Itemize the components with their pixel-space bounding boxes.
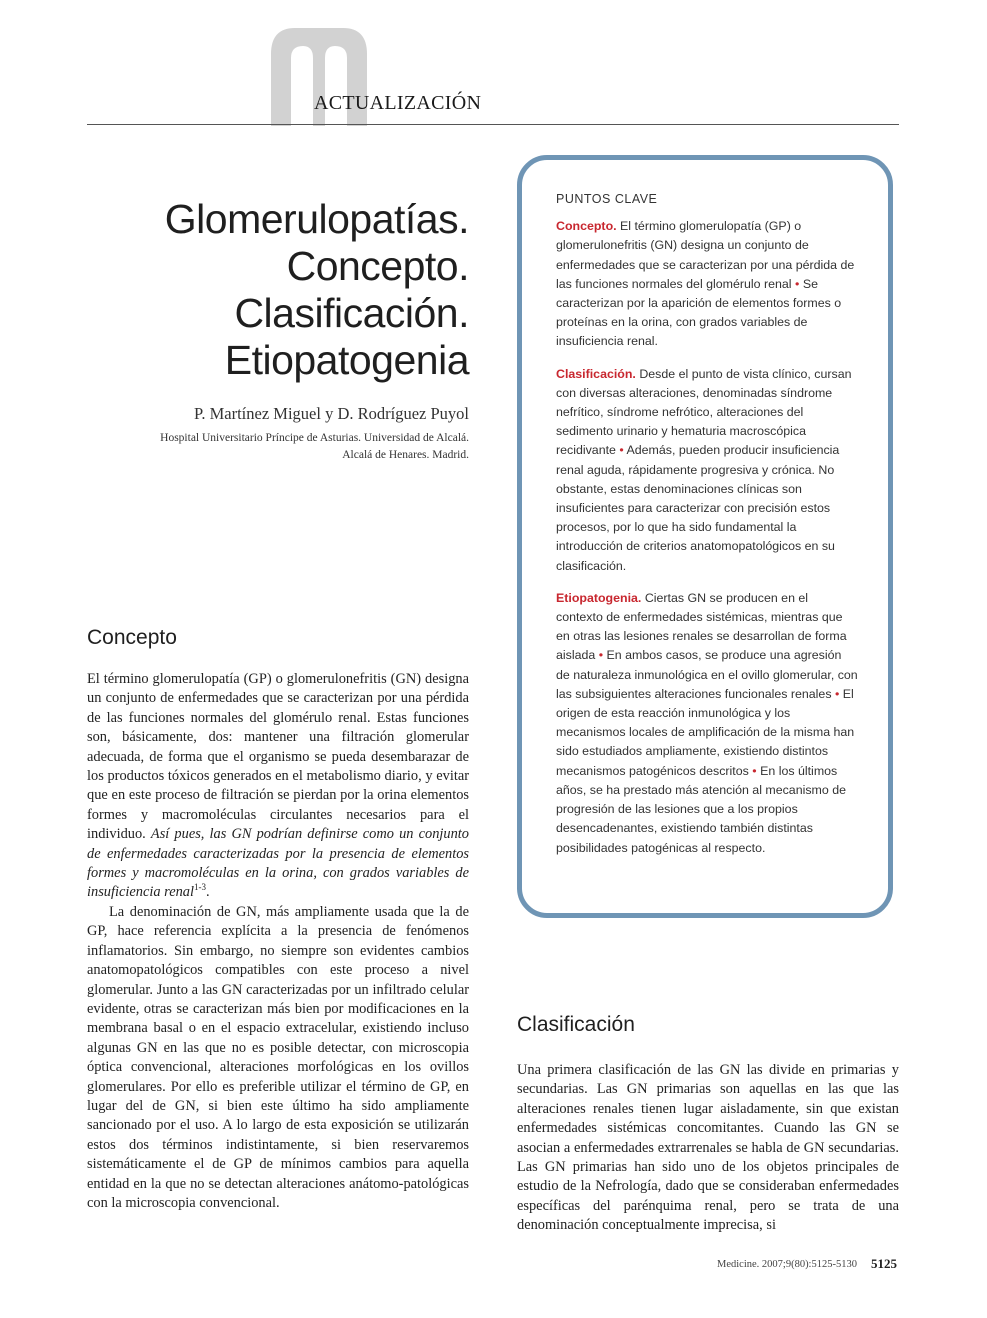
page-number: 5125 [871, 1256, 897, 1271]
authors: P. Martínez Miguel y D. Rodríguez Puyol [194, 404, 469, 423]
bullet-icon: • [752, 763, 757, 778]
section-label: ACTUALIZACIÓN [314, 92, 482, 114]
bullet-icon: • [834, 686, 840, 701]
reference-superscript: 1-3 [193, 882, 206, 893]
concepto-italic-definition: Así pues, las GN podrían definirse como un conjunto de enfermedades caracterizadas por la presencia de elementos formes y macromoléculas en la orina, con grados variables de insuficiencia renal [87, 826, 469, 901]
bullet-icon: • [619, 443, 624, 458]
key-point-label: Clasificación. [556, 366, 636, 381]
clasificacion-heading: Clasificación [517, 1013, 635, 1036]
affiliation [109, 430, 469, 464]
title-line: Glomerulopatías. [164, 196, 469, 242]
header-rule [87, 124, 899, 125]
key-point-etiopatogenia: Etiopatogenia. Ciertas GN se producen en el contexto de enfermedades sistémicas, mientras que en otras las lesiones renales se desarrollan de forma aislada • En ambos casos, se produce una agresión de naturaleza inmunológica en el ovillo glomerular, con las subsiguientes alteraciones funcionales renales • El origen de esta reacción inmunológica y los mecanismos locales de amplificación de la misma han sido estudiados ampliamente, existiendo distintos mecanismos patogénicos descritos • En los últimos años, se ha prestado más atención al mecanismo de progresión de las lesiones que a los propios desencadenantes, existiendo también distintas posibilidades patogénicas al respecto. [556, 590, 858, 855]
concepto-paragraph-1: El término glomerulopatía (GP) o glomerulonefritis (GN) designa un conjunto de enfermedades que se caracterizan por una pérdida de las funciones normales del glomérulo renal. Estas funciones son, básicamente, dos: mantener una filtración glomerular adecuada, de forma que el organismo se pueda desembarazar de los productos tóxicos generados en el metabolismo diario, y evitar que en este proceso de filtración se pierdan por la orina elementos formes y macromoléculas circulantes necesarios para el individuo. Así pues, las GN podrían definirse como un conjunto de enfermedades caracterizadas por la presencia de elementos formes y macromoléculas en la orina, con grados variables de insuficiencia renal$^{1-3}$. [87, 671, 469, 901]
title-line: Clasificación. [234, 290, 469, 336]
bullet-icon: • [598, 648, 604, 663]
key-points-content [556, 190, 858, 871]
journal-citation: Medicine. 2007;9(80):5125-5130 [717, 1259, 857, 1270]
article-title [89, 196, 469, 384]
concepto-body [87, 670, 469, 1213]
key-point-clasificacion: Clasificación. Desde el punto de vista clínico, cursan con diversas alteraciones, denominadas síndrome nefrítico, síndrome nefrótico, alteraciones del sedimento urinario y hematuria macroscópica recidivante • Además, pueden producir insuficiencia renal aguda, rápidamente progresiva y crónica. No obstante, estas denominaciones clínicas son insuficientes para caracterizar con precisión estos procesos, por lo que ha sido fundamental la introducción de criterios anatomopatológicos en su clasificación. [556, 366, 852, 573]
bullet-icon: • [795, 276, 800, 291]
title-line: Etiopatogenia [224, 337, 469, 383]
key-point-concepto: Concepto. El término glomerulopatía (GP) o glomerulonefritis (GN) designa un conjunto de enfermedades que se caracterizan por una pérdida de las funciones normales del glomérulo renal • Se caracterizan por la aparición de elementos formes o proteínas en la orina, con grados variables de insuficiencia renal. [556, 219, 855, 349]
key-point-label: Concepto. [556, 219, 617, 234]
key-point-label: Etiopatogenia. [556, 590, 642, 605]
key-points-heading: PUNTOS CLAVE [556, 192, 658, 206]
clasificacion-paragraph-1: Una primera clasificación de las GN las divide en primarias y secundarias. Las GN primarias son aquellas en las que las alteraciones renales tienen lugar aisladamente, sin que existan enfermedades sistémicas concomitantes. Cuando las GN se asocian a enfermedades extrarrenales se habla de GN secundarias. Las GN primarias han sido uno de los objetos principales de estudio de la Nefrología, dado que se consideraban enfermedades específicas del parénquima renal, pero se trata de una denominación conceptualmente imprecisa, si [517, 1062, 899, 1234]
concepto-heading: Concepto [87, 626, 177, 649]
clasificacion-body [517, 1061, 899, 1236]
affiliation-line: Hospital Universitario Príncipe de Asturias. Universidad de Alcalá. [160, 432, 469, 444]
title-line: Concepto. [286, 243, 469, 289]
affiliation-line: Alcalá de Henares. Madrid. [342, 449, 469, 461]
concepto-paragraph-2: La denominación de GN, más ampliamente usada que la de GP, hace referencia explícita a la presencia de fenómenos inflamatorios. Sin embargo, no siempre son evidentes cambios anatomopatológicos compatibles con este proceso a nivel glomerular. Junto a las GN caracterizadas por un infiltrado celular evidente, otras se caracterizan más bien por modificaciones en la membrana basal o en el espacio extracelular, existiendo incluso algunas GN en las que no es posible detectar, con microscopia óptica convencional, alteraciones morfológicas en los ovillos glomerulares. Por ello es preferible utilizar el término de GP, en lugar del de GN, si bien este último ha sido ampliamente sancionado por el uso. A lo largo de esta exposición se utilizarán estos dos términos indistintamente, si bien reservaremos sistemáticamente el de GP de mínimos cambios para aquella entidad en la que no se detectan alteraciones anátomo-patológicas con la microscopia convencional. [87, 903, 469, 1211]
